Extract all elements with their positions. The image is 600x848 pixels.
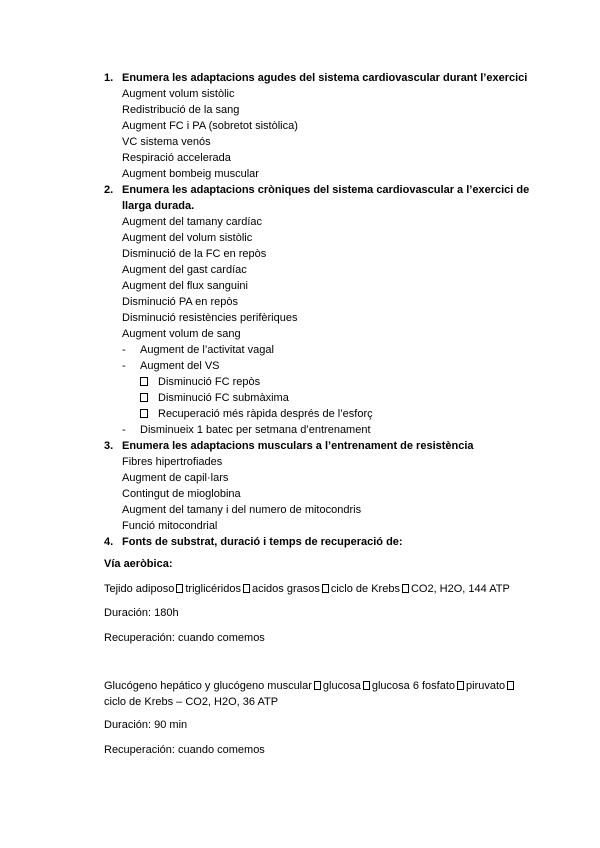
- chain-step: glucosa 6 fosfato: [371, 680, 456, 692]
- box-bullet-icon: [140, 393, 148, 402]
- question-2: [104, 184, 529, 196]
- chain-step: Tejido adiposo: [104, 583, 175, 595]
- box-bullet-icon: [140, 409, 148, 418]
- chain-step: acidos grasos: [251, 583, 320, 595]
- list-item: Augment de capil·lars: [122, 472, 229, 484]
- duration-2: Duración: 90 min: [104, 719, 188, 731]
- list-item: Fibres hipertrofiades: [122, 456, 223, 468]
- arrow-glyph-icon: [507, 681, 514, 690]
- list-item: Redistribució de la sang: [122, 104, 240, 116]
- question-number: 1.: [104, 72, 114, 84]
- question-number: 4.: [104, 536, 114, 548]
- question-title: Enumera les adaptacions agudes del sistema cardiovascular durant l’exercici: [122, 72, 528, 84]
- question-title: Fonts de substrat, duració i temps de recuperació de:: [122, 536, 403, 548]
- aerobic-heading: Vía aeròbica:: [104, 558, 173, 570]
- dash-item-text: Augment del VS: [140, 360, 220, 372]
- dash-item: [122, 360, 220, 372]
- list-item: Augment volum sistòlic: [122, 88, 235, 100]
- arrow-glyph-icon: [363, 681, 370, 690]
- dash-item: [122, 344, 274, 356]
- chain-step: piruvato: [466, 680, 506, 692]
- list-item: Disminució PA en repòs: [122, 296, 238, 308]
- arrow-glyph-icon: [322, 584, 329, 593]
- list-item: Augment FC i PA (sobretot sistòlica): [122, 120, 298, 132]
- chain-step: Glucógeno hepático y glucógeno muscular: [104, 680, 312, 692]
- question-title: Enumera les adaptacions cròniques del sistema cardiovascular a l’exercici de: [122, 184, 530, 196]
- question-number: 2.: [104, 184, 114, 196]
- sub-item-text: Recuperació més ràpida després de l’esforç: [158, 408, 373, 420]
- substrate-chain-2-continued: ciclo de Krebs – CO2, H2O, 36 ATP: [104, 696, 279, 708]
- recovery-2: Recuperación: cuando comemos: [104, 744, 265, 756]
- question-1: [104, 72, 527, 84]
- chain-step: triglicéridos: [185, 583, 241, 595]
- dash-item-text: Disminueix 1 batec per setmana d’entrenament: [140, 424, 371, 436]
- duration-1: Duración: 180h: [104, 607, 179, 619]
- list-item: Augment volum de sang: [122, 328, 241, 340]
- question-number: 3.: [104, 440, 114, 452]
- sub-item: [140, 392, 289, 404]
- chain-step: glucosa: [322, 680, 361, 692]
- sub-item-text: Disminució FC submàxima: [158, 392, 289, 404]
- chain-step: CO2, H2O, 144 ATP: [410, 583, 510, 595]
- arrow-glyph-icon: [457, 681, 464, 690]
- arrow-glyph-icon: [402, 584, 409, 593]
- question-3: [104, 440, 474, 452]
- arrow-glyph-icon: [176, 584, 183, 593]
- dash-item: [122, 424, 371, 436]
- list-item: Funció mitocondrial: [122, 520, 218, 532]
- list-item: VC sistema venós: [122, 136, 211, 148]
- list-item: Augment del tamany cardíac: [122, 216, 263, 228]
- list-item: Disminució resistències perifèriques: [122, 312, 298, 324]
- substrate-chain-2: [104, 680, 516, 692]
- question-4: [104, 536, 403, 548]
- list-item: Contingut de mioglobina: [122, 488, 241, 500]
- arrow-glyph-icon: [314, 681, 321, 690]
- sub-item-text: Disminució FC repòs: [158, 376, 261, 388]
- list-item: Augment del tamany i del numero de mitocondris: [122, 504, 362, 516]
- substrate-chain-1: [104, 583, 510, 595]
- list-item: Augment del volum sistòlic: [122, 232, 253, 244]
- list-item: Disminució de la FC en repòs: [122, 248, 267, 260]
- recovery-1: Recuperación: cuando comemos: [104, 632, 265, 644]
- dash-marker: -: [122, 360, 126, 372]
- dash-item-text: Augment de l’activitat vagal: [140, 344, 274, 356]
- dash-marker: -: [122, 344, 126, 356]
- question-title: Enumera les adaptacions musculars a l’entrenament de resistència: [122, 440, 474, 452]
- box-bullet-icon: [140, 377, 148, 386]
- list-item: Respiració accelerada: [122, 152, 231, 164]
- sub-item: [140, 376, 260, 388]
- list-item: Augment del flux sanguini: [122, 280, 248, 292]
- list-item: Augment del gast cardíac: [122, 264, 247, 276]
- question-title-continued: llarga durada.: [122, 200, 195, 212]
- sub-item: [140, 408, 373, 420]
- chain-step: ciclo de Krebs: [330, 583, 400, 595]
- dash-marker: -: [122, 424, 126, 436]
- list-item: Augment bombeig muscular: [122, 168, 259, 180]
- arrow-glyph-icon: [243, 584, 250, 593]
